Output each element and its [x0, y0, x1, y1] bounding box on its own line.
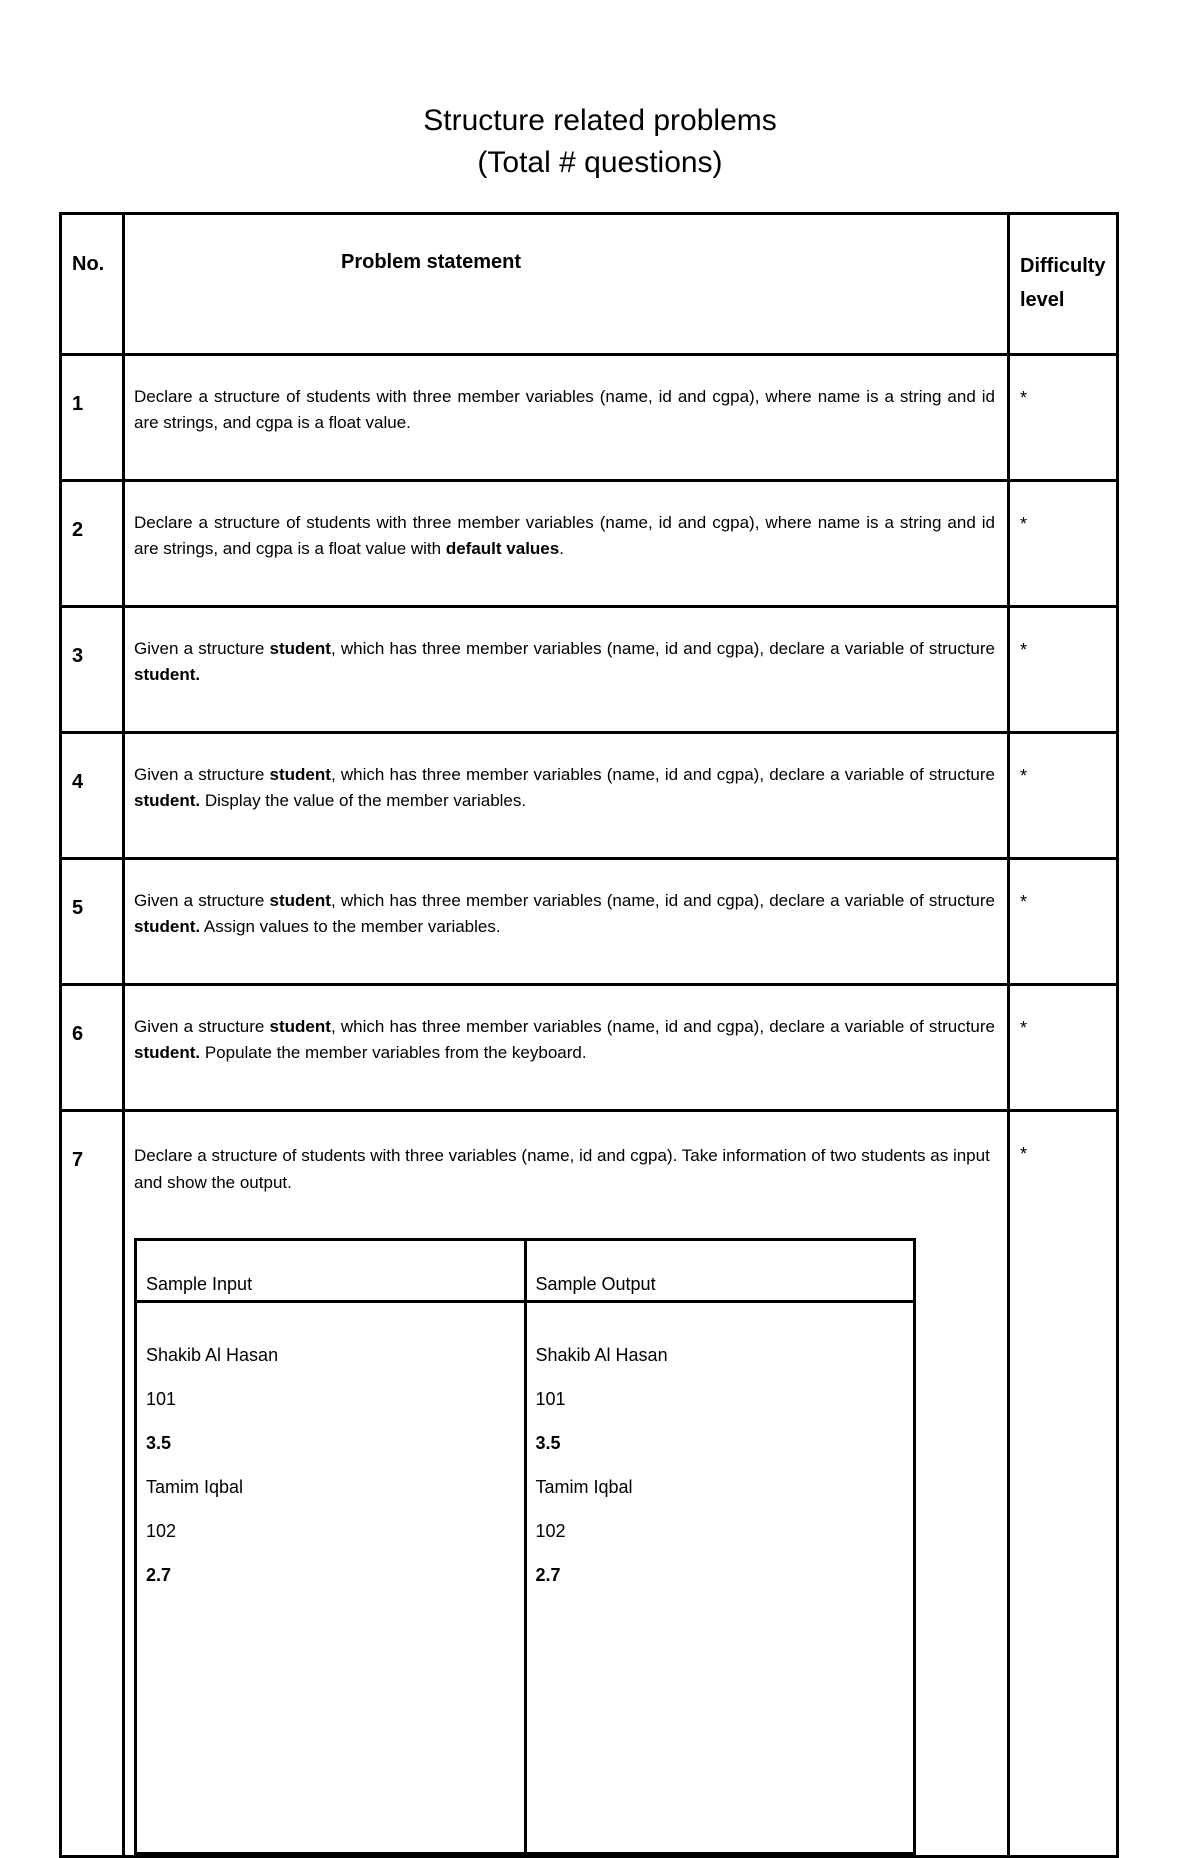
problem-number: 6 — [61, 985, 124, 1111]
table-row — [61, 481, 1118, 607]
problem-statement — [124, 859, 1009, 985]
difficulty-level: * — [1009, 1111, 1118, 1857]
difficulty-level: * — [1009, 607, 1118, 733]
sample-input-line: 2.7 — [146, 1565, 172, 1585]
sample-input-values — [136, 1302, 526, 1854]
difficulty-level: * — [1009, 859, 1118, 985]
table-row — [61, 355, 1118, 481]
statement-bold: student — [269, 891, 331, 910]
statement-bold: student. — [134, 791, 201, 810]
table-row — [61, 985, 1118, 1111]
header-problem-statement: Problem statement — [124, 214, 1009, 355]
statement-bold: student. — [134, 1043, 201, 1062]
statement-text: Declare a structure of students with three variables (name, id and cgpa). Take information of two students as input and show the output. — [134, 1146, 990, 1192]
problem-number: 4 — [61, 733, 124, 859]
table-row — [61, 859, 1118, 985]
header-difficulty-line2: level — [1020, 289, 1065, 311]
table-row — [61, 733, 1118, 859]
sample-input-line: 3.5 — [146, 1433, 172, 1453]
sample-output-line: Shakib Al Hasan — [535, 1345, 668, 1365]
sample-output-line: 3.5 — [535, 1433, 561, 1453]
sample-output-values — [525, 1302, 915, 1854]
sample-output-line: 2.7 — [535, 1565, 561, 1585]
statement-text: Assign values to the member variables. — [200, 917, 501, 936]
sample-header-row — [136, 1240, 915, 1302]
sample-output-line: 101 — [535, 1389, 566, 1409]
header-no: No. — [61, 214, 124, 355]
title-line-2: (Total # questions) — [477, 146, 723, 179]
problem-number: 1 — [61, 355, 124, 481]
statement-text: Declare a structure of students with three member variables (name, id and cgpa), where name is a string and id are strings, and cgpa is a float value with — [134, 513, 995, 558]
sample-body-row — [136, 1302, 915, 1854]
statement-text: , which has three member variables (name, id and cgpa), declare a variable of structure — [330, 765, 995, 784]
statement-bold: student — [269, 639, 331, 658]
sample-input-line: 101 — [146, 1389, 177, 1409]
table-header-row — [61, 214, 1118, 355]
table-row — [61, 607, 1118, 733]
problem-number: 3 — [61, 607, 124, 733]
statement-text: Display the value of the member variables. — [200, 791, 527, 810]
problem-statement — [124, 985, 1009, 1111]
problem-number: 2 — [61, 481, 124, 607]
sample-input-line: Shakib Al Hasan — [146, 1345, 279, 1365]
statement-bold: student. — [134, 665, 201, 684]
statement-bold: student — [269, 1017, 331, 1036]
title-line-1: Structure related problems — [423, 104, 777, 137]
statement-text: . — [559, 539, 564, 558]
difficulty-level: * — [1009, 355, 1118, 481]
statement-text: Given a structure — [134, 891, 270, 910]
problem-number: 5 — [61, 859, 124, 985]
problem-statement — [124, 607, 1009, 733]
statement-text: , which has three member variables (name, id and cgpa), declare a variable of structure — [330, 639, 995, 658]
statement-bold: student — [269, 765, 331, 784]
problems-table — [59, 212, 1119, 1858]
statement-text: , which has three member variables (name, id and cgpa), declare a variable of structure — [330, 891, 995, 910]
difficulty-level: * — [1009, 733, 1118, 859]
sample-output-line: 102 — [535, 1521, 566, 1541]
statement-text: Given a structure — [134, 639, 270, 658]
sample-output-line: Tamim Iqbal — [535, 1477, 633, 1497]
sample-input-line: 102 — [146, 1521, 177, 1541]
statement-text: Populate the member variables from the keyboard. — [200, 1043, 587, 1062]
statement-bold: student. — [134, 917, 201, 936]
difficulty-level: * — [1009, 985, 1118, 1111]
problem-statement — [124, 733, 1009, 859]
sample-input-line: Tamim Iqbal — [146, 1477, 244, 1497]
statement-text: Given a structure — [134, 1017, 270, 1036]
header-difficulty-line1: Difficulty — [1020, 255, 1106, 277]
difficulty-level: * — [1009, 481, 1118, 607]
problem-statement — [124, 481, 1009, 607]
problem-number: 7 — [61, 1111, 124, 1857]
document-title — [0, 100, 1200, 184]
problem-statement: Declare a structure of students with three member variables (name, id and cgpa), where name is a string and id are strings, and cgpa is a float value. — [124, 355, 1009, 481]
statement-text: Given a structure — [134, 765, 270, 784]
sample-io-table — [134, 1238, 916, 1855]
statement-bold: default values — [445, 539, 560, 558]
sample-input-header: Sample Input — [136, 1240, 526, 1302]
sample-output-header: Sample Output — [525, 1240, 915, 1302]
table-row — [61, 1111, 1118, 1857]
statement-text: , which has three member variables (name, id and cgpa), declare a variable of structure — [330, 1017, 995, 1036]
header-difficulty — [1009, 214, 1118, 355]
problem-statement — [124, 1111, 1009, 1857]
